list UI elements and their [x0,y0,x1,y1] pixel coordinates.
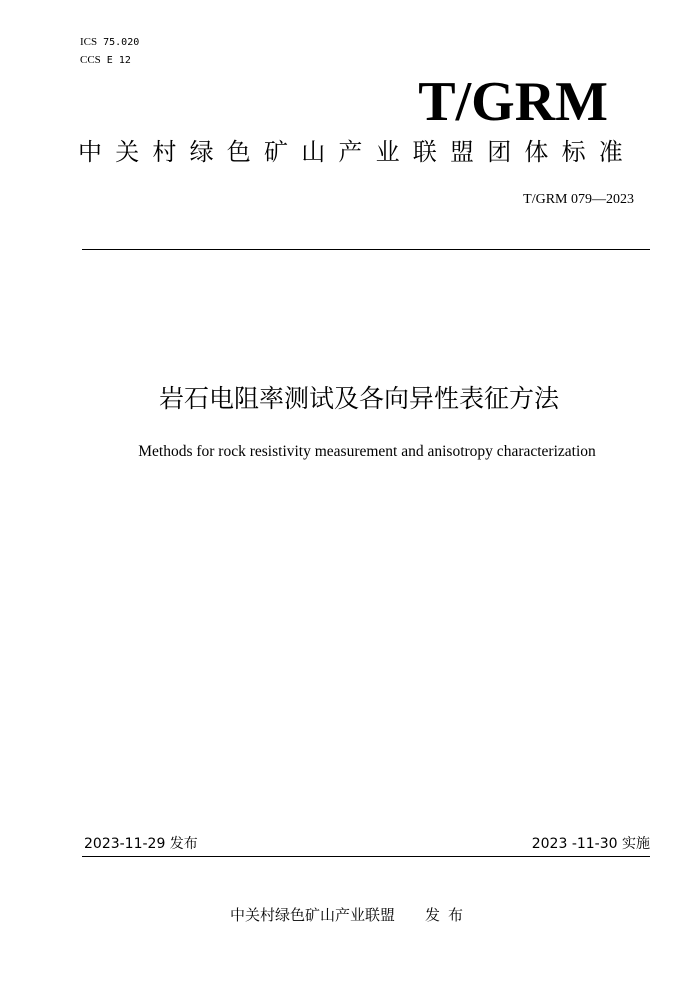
organization-standard-title: 中关村绿色矿山产业联盟团体标准 [78,138,636,166]
brand-logo-text: T/GRM [418,71,608,133]
ccs-code [80,53,131,68]
ics-code [80,35,139,50]
release-date: 2023-11-29 发布 [84,836,198,852]
publish-action: 发布 [425,906,472,924]
ccs-label: CCS [80,54,101,66]
document-title-chinese: 岩石电阻率测试及各向异性表征方法 [158,384,559,413]
publisher-name: 中关村绿色矿山产业联盟 [230,906,396,924]
ccs-value: E 12 [106,55,131,66]
footer-divider [82,856,650,857]
ics-value: 75.020 [103,37,140,48]
ics-label: ICS [80,36,98,48]
publisher-line [230,905,471,925]
implementation-date: 2023 -11-30 实施 [531,836,650,852]
header-divider [82,249,650,250]
standard-number: T/GRM 079—2023 [523,192,634,207]
document-title-english: Methods for rock resistivity measurement and anisotropy characterization [138,443,596,460]
